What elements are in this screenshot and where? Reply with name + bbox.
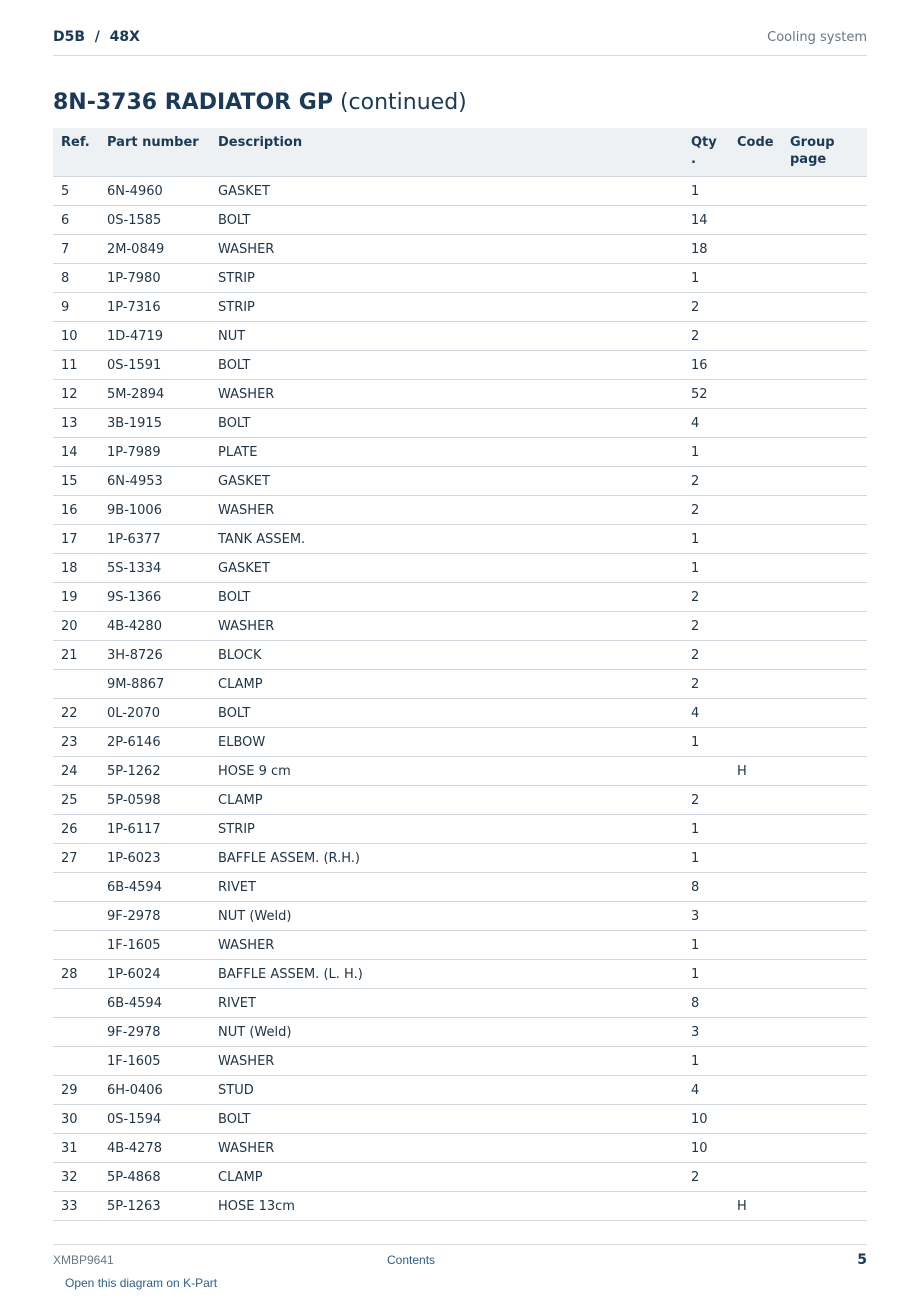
table-row (53, 1192, 867, 1221)
table-row (53, 902, 867, 931)
cell-group-page (782, 554, 867, 583)
header-divider (53, 55, 867, 56)
cell-ref: 13 (53, 409, 99, 438)
cell-code (729, 1018, 782, 1047)
cell-code (729, 989, 782, 1018)
cell-group-page (782, 583, 867, 612)
col-header-group-page: Group page (782, 128, 867, 177)
cell-part-number: 4B-4278 (99, 1134, 210, 1163)
cell-part-number: 5M-2894 (99, 380, 210, 409)
cell-group-page (782, 670, 867, 699)
cell-ref: 5 (53, 177, 99, 206)
cell-part-number: 4B-4280 (99, 612, 210, 641)
cell-description: WASHER (210, 612, 683, 641)
cell-code (729, 467, 782, 496)
col-header-code: Code (729, 128, 782, 177)
table-row (53, 496, 867, 525)
cell-part-number: 0L-2070 (99, 699, 210, 728)
table-row (53, 380, 867, 409)
cell-qty: 1 (683, 554, 729, 583)
cell-code (729, 322, 782, 351)
cell-description: NUT (Weld) (210, 902, 683, 931)
cell-code (729, 206, 782, 235)
cell-description: GASKET (210, 467, 683, 496)
cell-ref: 20 (53, 612, 99, 641)
cell-qty: 4 (683, 409, 729, 438)
cell-qty: 1 (683, 177, 729, 206)
cell-description: CLAMP (210, 670, 683, 699)
cell-qty: 1 (683, 815, 729, 844)
cell-code (729, 177, 782, 206)
cell-code (729, 931, 782, 960)
cell-group-page (782, 728, 867, 757)
cell-code (729, 844, 782, 873)
cell-group-page (782, 641, 867, 670)
cell-ref: 31 (53, 1134, 99, 1163)
cell-ref (53, 1018, 99, 1047)
cell-qty: 8 (683, 873, 729, 902)
parts-table (53, 128, 867, 1221)
table-row (53, 264, 867, 293)
cell-group-page (782, 612, 867, 641)
cell-qty: 14 (683, 206, 729, 235)
cell-part-number: 3H-8726 (99, 641, 210, 670)
cell-part-number: 1P-6023 (99, 844, 210, 873)
cell-group-page (782, 235, 867, 264)
cell-part-number: 0S-1594 (99, 1105, 210, 1134)
cell-code (729, 960, 782, 989)
cell-part-number: 1P-6024 (99, 960, 210, 989)
cell-group-page (782, 786, 867, 815)
cell-code (729, 612, 782, 641)
cell-group-page (782, 1076, 867, 1105)
cell-code (729, 1163, 782, 1192)
table-row (53, 931, 867, 960)
cell-ref: 9 (53, 293, 99, 322)
cell-qty: 1 (683, 438, 729, 467)
cell-description: ELBOW (210, 728, 683, 757)
col-header-ref: Ref. (53, 128, 99, 177)
table-row (53, 351, 867, 380)
cell-description: WASHER (210, 380, 683, 409)
cell-description: WASHER (210, 1047, 683, 1076)
cell-description: NUT (Weld) (210, 1018, 683, 1047)
table-row (53, 960, 867, 989)
table-row (53, 438, 867, 467)
cell-ref: 30 (53, 1105, 99, 1134)
cell-ref (53, 902, 99, 931)
cell-group-page (782, 525, 867, 554)
cell-qty: 2 (683, 612, 729, 641)
cell-qty (683, 1192, 729, 1221)
cell-qty: 16 (683, 351, 729, 380)
table-row (53, 815, 867, 844)
cell-description: BOLT (210, 1105, 683, 1134)
cell-part-number: 0S-1591 (99, 351, 210, 380)
cell-part-number: 1P-6377 (99, 525, 210, 554)
cell-description: BOLT (210, 206, 683, 235)
cell-description: HOSE 13cm (210, 1192, 683, 1221)
cell-ref (53, 989, 99, 1018)
section-name: Cooling system (767, 30, 867, 45)
cell-ref: 21 (53, 641, 99, 670)
cell-group-page (782, 815, 867, 844)
cell-qty: 2 (683, 1163, 729, 1192)
cell-description: TANK ASSEM. (210, 525, 683, 554)
col-header-qty: Qty . (683, 128, 729, 177)
cell-qty: 1 (683, 844, 729, 873)
table-row (53, 1134, 867, 1163)
cell-ref: 32 (53, 1163, 99, 1192)
title-suffix: (continued) (339, 90, 467, 115)
table-row (53, 989, 867, 1018)
cell-code (729, 1134, 782, 1163)
table-header-row (53, 128, 867, 177)
cell-part-number: 3B-1915 (99, 409, 210, 438)
cell-group-page (782, 902, 867, 931)
table-row (53, 873, 867, 902)
cell-group-page (782, 293, 867, 322)
cell-code (729, 815, 782, 844)
cell-ref: 14 (53, 438, 99, 467)
table-row (53, 554, 867, 583)
table-row (53, 641, 867, 670)
cell-code (729, 873, 782, 902)
table-row (53, 206, 867, 235)
cell-ref: 7 (53, 235, 99, 264)
cell-group-page (782, 989, 867, 1018)
cell-code (729, 235, 782, 264)
cell-ref: 19 (53, 583, 99, 612)
cell-group-page (782, 844, 867, 873)
cell-group-page (782, 960, 867, 989)
cell-description: WASHER (210, 496, 683, 525)
cell-description: STRIP (210, 264, 683, 293)
cell-part-number: 9B-1006 (99, 496, 210, 525)
cell-qty: 1 (683, 264, 729, 293)
cell-ref (53, 1047, 99, 1076)
cell-ref (53, 670, 99, 699)
cell-code (729, 264, 782, 293)
table-row (53, 1163, 867, 1192)
open-diagram-link[interactable]: Open this diagram on K-Part (65, 1276, 218, 1290)
cell-ref: 17 (53, 525, 99, 554)
cell-ref: 28 (53, 960, 99, 989)
cell-qty: 3 (683, 1018, 729, 1047)
cell-group-page (782, 757, 867, 786)
cell-description: BOLT (210, 583, 683, 612)
cell-qty: 18 (683, 235, 729, 264)
cell-qty (683, 757, 729, 786)
cell-group-page (782, 1163, 867, 1192)
cell-part-number: 5P-1262 (99, 757, 210, 786)
cell-ref: 33 (53, 1192, 99, 1221)
cell-description: BOLT (210, 409, 683, 438)
cell-qty: 1 (683, 728, 729, 757)
cell-qty: 2 (683, 670, 729, 699)
table-row (53, 786, 867, 815)
cell-group-page (782, 1192, 867, 1221)
cell-description: CLAMP (210, 786, 683, 815)
cell-ref: 23 (53, 728, 99, 757)
cell-ref: 12 (53, 380, 99, 409)
cell-code (729, 699, 782, 728)
cell-qty: 2 (683, 467, 729, 496)
document-breadcrumb: D5B / 48X (53, 29, 140, 45)
cell-code (729, 641, 782, 670)
cell-group-page (782, 409, 867, 438)
cell-ref: 25 (53, 786, 99, 815)
cell-part-number: 1P-7980 (99, 264, 210, 293)
cell-group-page (782, 322, 867, 351)
cell-description: HOSE 9 cm (210, 757, 683, 786)
cell-code (729, 902, 782, 931)
table-row (53, 1018, 867, 1047)
table-row (53, 293, 867, 322)
cell-qty: 2 (683, 322, 729, 351)
cell-code (729, 380, 782, 409)
col-header-description: Description (210, 128, 683, 177)
cell-qty: 10 (683, 1105, 729, 1134)
cell-code: H (729, 1192, 782, 1221)
page-title (53, 90, 467, 115)
table-row (53, 322, 867, 351)
cell-qty: 10 (683, 1134, 729, 1163)
cell-group-page (782, 1018, 867, 1047)
cell-qty: 1 (683, 960, 729, 989)
footer-divider (53, 1244, 867, 1245)
table-row (53, 728, 867, 757)
cell-qty: 4 (683, 699, 729, 728)
cell-ref: 29 (53, 1076, 99, 1105)
parts-table-body (53, 177, 867, 1221)
cell-code (729, 1076, 782, 1105)
cell-code (729, 351, 782, 380)
cell-part-number: 1P-7989 (99, 438, 210, 467)
cell-description: STUD (210, 1076, 683, 1105)
document-code: XMBP9641 (53, 1253, 114, 1267)
cell-qty: 1 (683, 1047, 729, 1076)
page-number: 5 (857, 1252, 867, 1268)
cell-qty: 2 (683, 786, 729, 815)
table-row (53, 1047, 867, 1076)
cell-qty: 3 (683, 902, 729, 931)
cell-part-number: 2M-0849 (99, 235, 210, 264)
table-row (53, 670, 867, 699)
cell-description: BAFFLE ASSEM. (L. H.) (210, 960, 683, 989)
cell-part-number: 1P-6117 (99, 815, 210, 844)
cell-part-number: 0S-1585 (99, 206, 210, 235)
cell-description: STRIP (210, 293, 683, 322)
cell-description: PLATE (210, 438, 683, 467)
cell-group-page (782, 380, 867, 409)
cell-code: H (729, 757, 782, 786)
table-row (53, 409, 867, 438)
cell-part-number: 1D-4719 (99, 322, 210, 351)
cell-part-number: 5S-1334 (99, 554, 210, 583)
table-row (53, 467, 867, 496)
cell-ref: 6 (53, 206, 99, 235)
cell-group-page (782, 873, 867, 902)
cell-code (729, 728, 782, 757)
cell-ref: 18 (53, 554, 99, 583)
cell-ref: 10 (53, 322, 99, 351)
cell-part-number: 6N-4953 (99, 467, 210, 496)
cell-qty: 2 (683, 583, 729, 612)
cell-part-number: 5P-0598 (99, 786, 210, 815)
cell-part-number: 9F-2978 (99, 1018, 210, 1047)
table-row (53, 757, 867, 786)
table-row (53, 177, 867, 206)
table-row (53, 1076, 867, 1105)
cell-description: RIVET (210, 989, 683, 1018)
cell-qty: 1 (683, 525, 729, 554)
cell-code (729, 670, 782, 699)
cell-ref: 8 (53, 264, 99, 293)
cell-qty: 1 (683, 931, 729, 960)
table-row (53, 583, 867, 612)
cell-description: GASKET (210, 554, 683, 583)
cell-ref: 26 (53, 815, 99, 844)
cell-part-number: 1F-1605 (99, 1047, 210, 1076)
cell-part-number: 9S-1366 (99, 583, 210, 612)
cell-description: WASHER (210, 235, 683, 264)
contents-link[interactable]: Contents (387, 1253, 436, 1267)
cell-description: BLOCK (210, 641, 683, 670)
cell-qty: 4 (683, 1076, 729, 1105)
cell-code (729, 438, 782, 467)
cell-ref (53, 873, 99, 902)
cell-description: BAFFLE ASSEM. (R.H.) (210, 844, 683, 873)
cell-part-number: 6B-4594 (99, 989, 210, 1018)
cell-ref: 22 (53, 699, 99, 728)
table-row (53, 612, 867, 641)
cell-description: CLAMP (210, 1163, 683, 1192)
cell-ref (53, 931, 99, 960)
cell-code (729, 293, 782, 322)
cell-description: GASKET (210, 177, 683, 206)
cell-part-number: 1P-7316 (99, 293, 210, 322)
cell-description: NUT (210, 322, 683, 351)
cell-description: STRIP (210, 815, 683, 844)
cell-part-number: 9M-8867 (99, 670, 210, 699)
cell-code (729, 554, 782, 583)
cell-group-page (782, 467, 867, 496)
cell-qty: 2 (683, 293, 729, 322)
col-header-part-number: Part number (99, 128, 210, 177)
table-row (53, 844, 867, 873)
cell-group-page (782, 177, 867, 206)
cell-ref: 24 (53, 757, 99, 786)
cell-code (729, 786, 782, 815)
cell-code (729, 525, 782, 554)
cell-code (729, 1105, 782, 1134)
cell-qty: 52 (683, 380, 729, 409)
cell-group-page (782, 206, 867, 235)
cell-code (729, 496, 782, 525)
cell-description: RIVET (210, 873, 683, 902)
cell-part-number: 9F-2978 (99, 902, 210, 931)
cell-ref: 15 (53, 467, 99, 496)
cell-group-page (782, 1105, 867, 1134)
cell-code (729, 583, 782, 612)
cell-part-number: 6H-0406 (99, 1076, 210, 1105)
table-row (53, 699, 867, 728)
cell-part-number: 6B-4594 (99, 873, 210, 902)
cell-group-page (782, 264, 867, 293)
cell-description: BOLT (210, 351, 683, 380)
table-row (53, 525, 867, 554)
cell-group-page (782, 931, 867, 960)
cell-group-page (782, 1047, 867, 1076)
cell-qty: 2 (683, 496, 729, 525)
cell-description: WASHER (210, 1134, 683, 1163)
cell-ref: 27 (53, 844, 99, 873)
assembly-title: 8N-3736 RADIATOR GP (53, 90, 333, 115)
cell-part-number: 2P-6146 (99, 728, 210, 757)
cell-qty: 8 (683, 989, 729, 1018)
cell-part-number: 5P-4868 (99, 1163, 210, 1192)
cell-group-page (782, 699, 867, 728)
table-row (53, 1105, 867, 1134)
table-row (53, 235, 867, 264)
cell-part-number: 5P-1263 (99, 1192, 210, 1221)
cell-group-page (782, 1134, 867, 1163)
cell-ref: 11 (53, 351, 99, 380)
cell-description: WASHER (210, 931, 683, 960)
cell-group-page (782, 438, 867, 467)
cell-part-number: 6N-4960 (99, 177, 210, 206)
cell-part-number: 1F-1605 (99, 931, 210, 960)
cell-description: BOLT (210, 699, 683, 728)
cell-group-page (782, 351, 867, 380)
cell-code (729, 409, 782, 438)
cell-ref: 16 (53, 496, 99, 525)
cell-code (729, 1047, 782, 1076)
cell-qty: 2 (683, 641, 729, 670)
cell-group-page (782, 496, 867, 525)
